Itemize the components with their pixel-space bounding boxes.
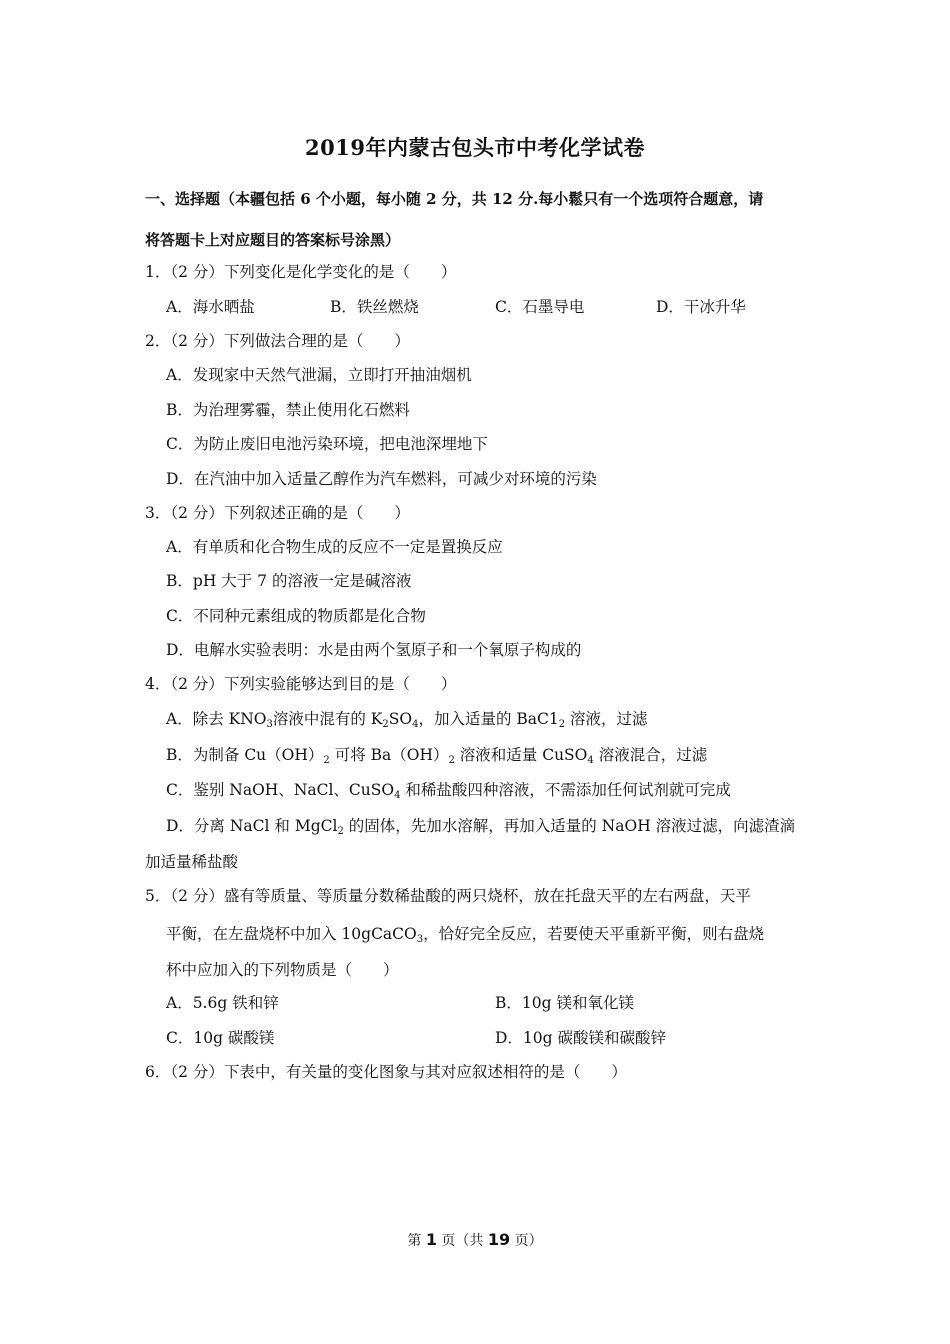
question-1-option-d: D．干冰升华 bbox=[656, 298, 746, 316]
question-4-option-a: A．除去 $KNO_3$溶液中混有的 $K_2SO_4$，加入适量的 $BaC1_2$ 溶液，过滤 bbox=[166, 710, 648, 730]
question-3-option-b: B．pH 大于 7 的溶液一定是碱溶液 bbox=[166, 572, 412, 590]
question-3-option-a: A．有单质和化合物生成的反应不一定是置换反应 bbox=[166, 538, 503, 556]
question-2-option-c: C．为防止废旧电池污染环境，把电池深埋地下 bbox=[166, 435, 488, 453]
question-1-option-a: A．海水晒盐 bbox=[166, 298, 255, 316]
question-3-option-c: C．不同种元素组成的物质都是化合物 bbox=[166, 607, 426, 625]
question-5-option-b: B．10g 镁和氧化镁 bbox=[495, 994, 634, 1012]
question-2-option-a: A．发现家中天然气泄漏，立即打开抽油烟机 bbox=[166, 366, 472, 384]
question-4-option-c: C．鉴别 NaOH、NaCl、CuSO$_4$ 和稀盐酸四种溶液，不需添加任何试剂就可完成 bbox=[166, 781, 731, 801]
question-5-stem-line3: 杯中应加入的下列物质是（ ） bbox=[166, 961, 399, 979]
question-5-option-c: C．10g 碳酸镁 bbox=[166, 1029, 275, 1047]
question-6-stem: 6．（2 分）下表中，有关量的变化图象与其对应叙述相符的是（ ） bbox=[145, 1063, 627, 1081]
section-heading-line1: 一、选择题（本疆包括 6 个小题，每小随 2 分，共 12 分.每小鬆只有一个选项符合题意，请 bbox=[145, 190, 764, 208]
total-pages: 19 bbox=[487, 1230, 511, 1249]
question-1-option-c: C．石墨导电 bbox=[495, 298, 585, 316]
page-number: 1 bbox=[425, 1230, 437, 1249]
section-heading-line2: 将答题卡上对应题目的答案标号涂黑） bbox=[145, 231, 401, 249]
question-4-option-b: B．为制备 $Cu(OH)_2$ 可将 $Ba(OH)_2$ 溶液和适量 CuSO$_4$ 溶液混合，过滤 bbox=[166, 746, 708, 766]
page-footer: 第 1 页（共 19 页） bbox=[407, 1230, 543, 1249]
question-5-stem-line1: 5．（2 分）盛有等质量、等质量分数稀盐酸的两只烧杯，放在托盘天平的左右两盘，天平 bbox=[145, 887, 751, 905]
question-3-stem: 3．（2 分）下列叙述正确的是（ ） bbox=[145, 504, 410, 522]
question-1-stem: 1．（2 分）下列变化是化学变化的是（ ） bbox=[145, 263, 457, 281]
question-2-option-b: B．为治理雾霾，禁止使用化石燃料 bbox=[166, 401, 410, 419]
question-4-option-d: D．分离 NaCl 和 MgCl$_2$ 的固体，先加水溶解，再加入适量的 NaOH 溶液过滤，向滤渣滴 bbox=[166, 817, 796, 837]
question-2-stem: 2．（2 分）下列做法合理的是（ ） bbox=[145, 332, 410, 350]
question-4-stem: 4．（2 分）下列实验能够达到目的是（ ） bbox=[145, 675, 457, 693]
question-3-option-d: D．电解水实验表明：水是由两个氢原子和一个氧原子构成的 bbox=[166, 641, 582, 659]
page-title: 2019年内蒙古包头市中考化学试卷 bbox=[305, 135, 645, 160]
question-4-option-d-continued: 加适量稀盐酸 bbox=[145, 853, 239, 871]
question-1-option-b: B．铁丝燃烧 bbox=[330, 298, 419, 316]
question-5-stem-line2: 平衡，在左盘烧杯中加入 10gCaCO$_3$，恰好完全反应，若要使天平重新平衡，则右盘烧 bbox=[166, 925, 765, 945]
question-2-option-d: D．在汽油中加入适量乙醇作为汽车燃料，可减少对环境的污染 bbox=[166, 470, 597, 488]
question-5-option-a: A．5.6g 铁和锌 bbox=[166, 994, 279, 1012]
question-5-option-d: D．10g 碳酸镁和碳酸锌 bbox=[495, 1029, 667, 1047]
